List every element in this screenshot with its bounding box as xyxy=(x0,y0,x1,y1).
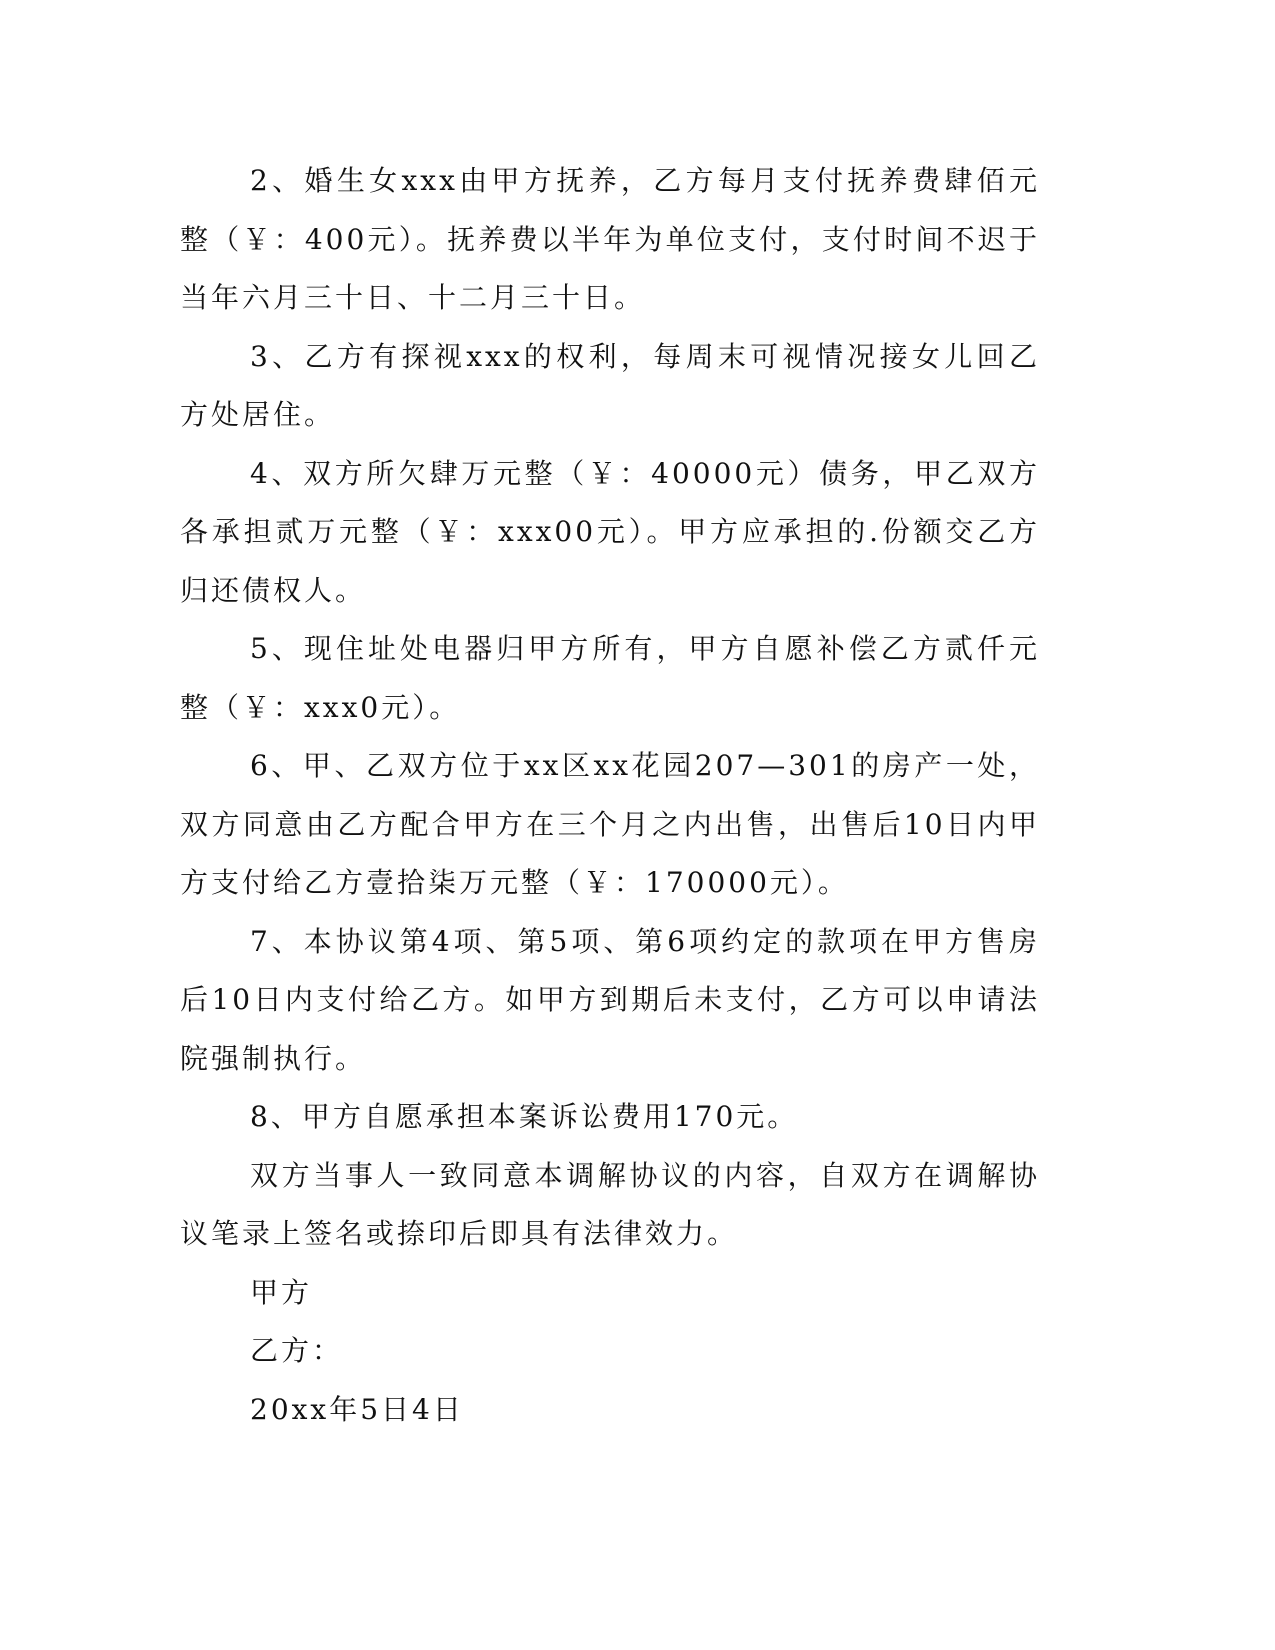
paragraph-item-2: 2、婚生女xxx由甲方抚养，乙方每月支付抚养费肆佰元整（￥：400元）。抚养费以半年为单位支付，支付时间不迟于当年六月三十日、十二月三十日。 xyxy=(180,164,1040,314)
party-b-label: 乙方： xyxy=(250,1334,344,1367)
party-a-label: 甲方 xyxy=(250,1275,313,1309)
paragraph-item-7: 7、本协议第4项、第5项、第6项约定的款项在甲方售房后10日内支付给乙方。如甲方到期后未支付，乙方可以申请法院强制执行。 xyxy=(180,924,1040,1075)
document-page xyxy=(180,152,1040,1439)
paragraph-item-4: 4、双方所欠肆万元整（￥：40000元）债务，甲乙双方各承担贰万元整（￥：xxx00元）。甲方应承担的.份额交乙方归还债权人。 xyxy=(180,456,1040,607)
paragraph-item-8: 8、甲方自愿承担本案诉讼费用170元。 xyxy=(250,1100,799,1133)
signing-date: 20xx年5日4日 xyxy=(250,1392,464,1426)
paragraph-item-6: 6、甲、乙双方位于xx区xx花园207—301的房产一处，双方同意由乙方配合甲方在三个月之内出售，出售后10日内甲方支付给乙方壹拾柒万元整（￥：170000元）。 xyxy=(180,749,1040,899)
closing-paragraph: 双方当事人一致同意本调解协议的内容，自双方在调解协议笔录上签名或捺印后即具有法律效力。 xyxy=(180,1158,1040,1250)
paragraph-item-5: 5、现住址处电器归甲方所有，甲方自愿补偿乙方贰仟元整（￥：xxx0元）。 xyxy=(180,632,1040,724)
paragraph-item-3: 3、乙方有探视xxx的权利，每周末可视情况接女儿回乙方处居住。 xyxy=(180,339,1040,431)
